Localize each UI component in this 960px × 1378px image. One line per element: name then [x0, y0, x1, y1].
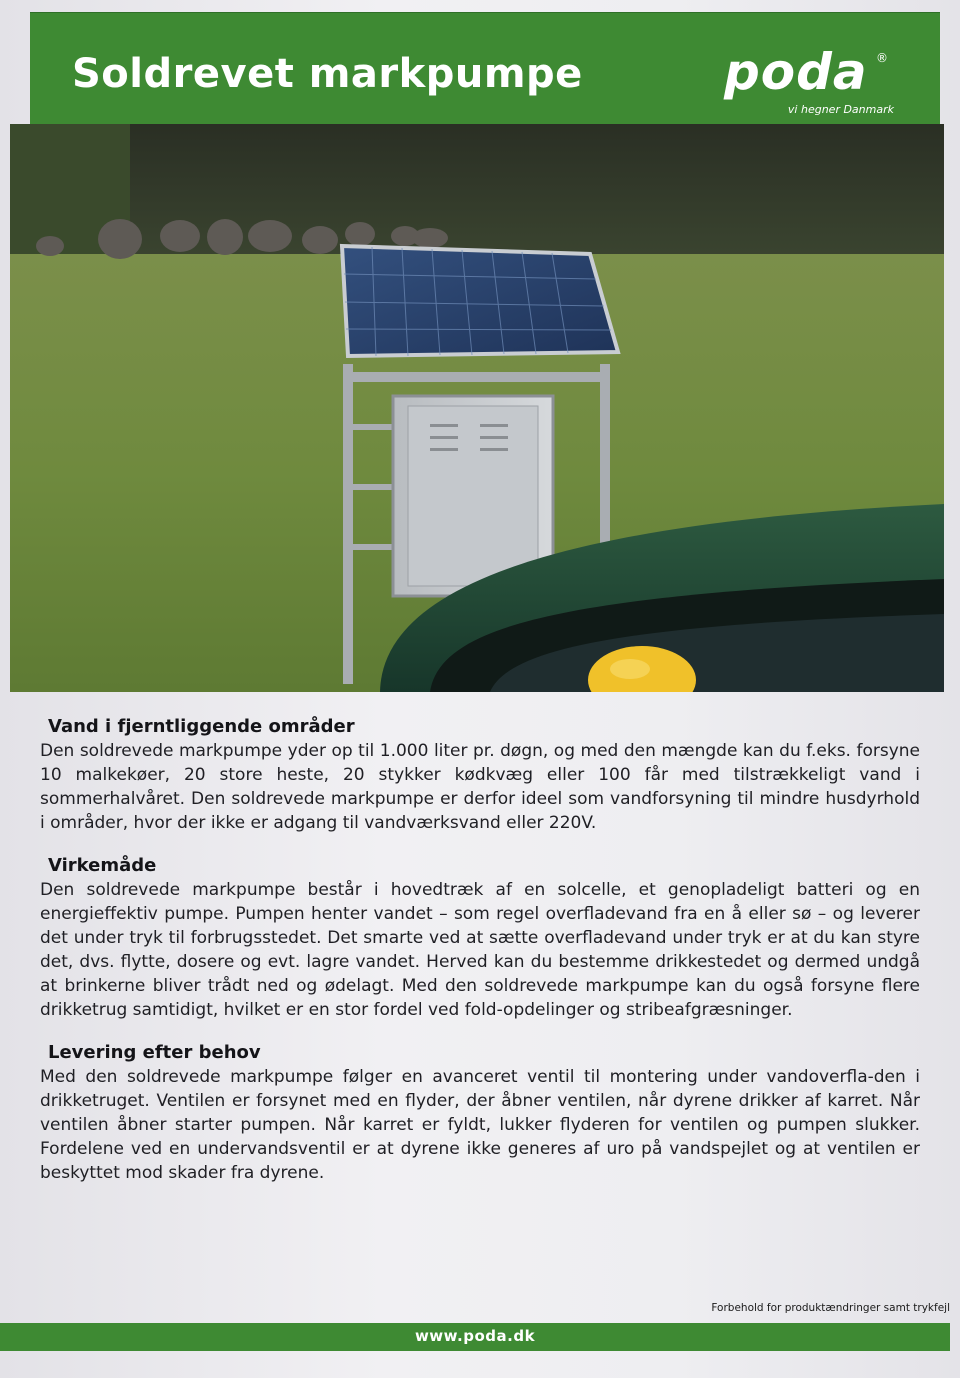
- solar-pump-photo: [10, 124, 944, 692]
- section-paragraph: Den soldrevede markpumpe yder op til 1.000 liter pr. døgn, og med den mængde kan du f.eks. forsyne 10 malkekøer, 20 store heste, 20 stykker kødkvæg eller 100 får med tilstrækkeligt vand i sommerhalvåret. Den soldrevede markpumpe er derfor ideel som vandforsyning til mindre husdyrhold i områder, hvor der ikke er adgang til vandværksvand eller 220V.: [40, 741, 920, 833]
- body-text: [40, 716, 920, 1205]
- section-operation: [40, 855, 920, 1022]
- website-link[interactable]: www.poda.dk: [414, 1327, 536, 1345]
- registered-mark: ®: [876, 51, 888, 65]
- disclaimer-note: Forbehold for produktændringer samt trykfejl: [711, 1302, 950, 1314]
- header-banner: [30, 12, 940, 139]
- section-paragraph: Den soldrevede markpumpe består i hovedtræk af en solcelle, et genopladeligt batteri og en energieffektiv pumpe. Pumpen henter vandet – som regel overfladevand fra en å eller sø – og leverer det under tryk til forbrugsstedet. Det smarte ved at sætte overfladevand under tryk er at du kan styre det, dvs. flytte, dosere og evt. lagre vandet. Herved kan du bestemme drikkestedet og dermed undgå at brinkerne bliver trådt ned og ødelagt. Med den soldrevede markpumpe kan du også forsyne flere drikketrug samtidigt, hvilket er en stor fordel ved fold-opdelinger og stribeafgræsninger.: [40, 880, 920, 1020]
- logo-tagline: vi hegner Danmark: [787, 103, 894, 116]
- footer-banner: [0, 1323, 950, 1351]
- section-remote-areas: [40, 716, 920, 835]
- section-heading: Vand i fjerntliggende områder: [48, 716, 355, 737]
- section-heading: Virkemåde: [48, 855, 157, 876]
- logo-wordmark: poda: [724, 43, 868, 101]
- section-heading: Levering efter behov: [48, 1042, 261, 1063]
- section-delivery: [40, 1042, 920, 1185]
- page-title: Soldrevet markpumpe: [72, 51, 583, 97]
- section-paragraph: Med den soldrevede markpumpe følger en avanceret ventil til montering under vandoverfla-den i drikketruget. Ventilen er forsynet med en flyder, der åbner ventilen, når dyrene drikker af karret. Når ventilen åbner starter pumpen. Når karret er fyldt, lukker flyderen for ventilen og pumpen slukker. Fordelene ved en undervandsventil er at dyrene ikke generes af uro på vandspejlet og at ventilen er beskyttet mod skader fra dyrene.: [40, 1067, 920, 1183]
- product-photo: [10, 124, 944, 692]
- poda-logo: [724, 43, 894, 123]
